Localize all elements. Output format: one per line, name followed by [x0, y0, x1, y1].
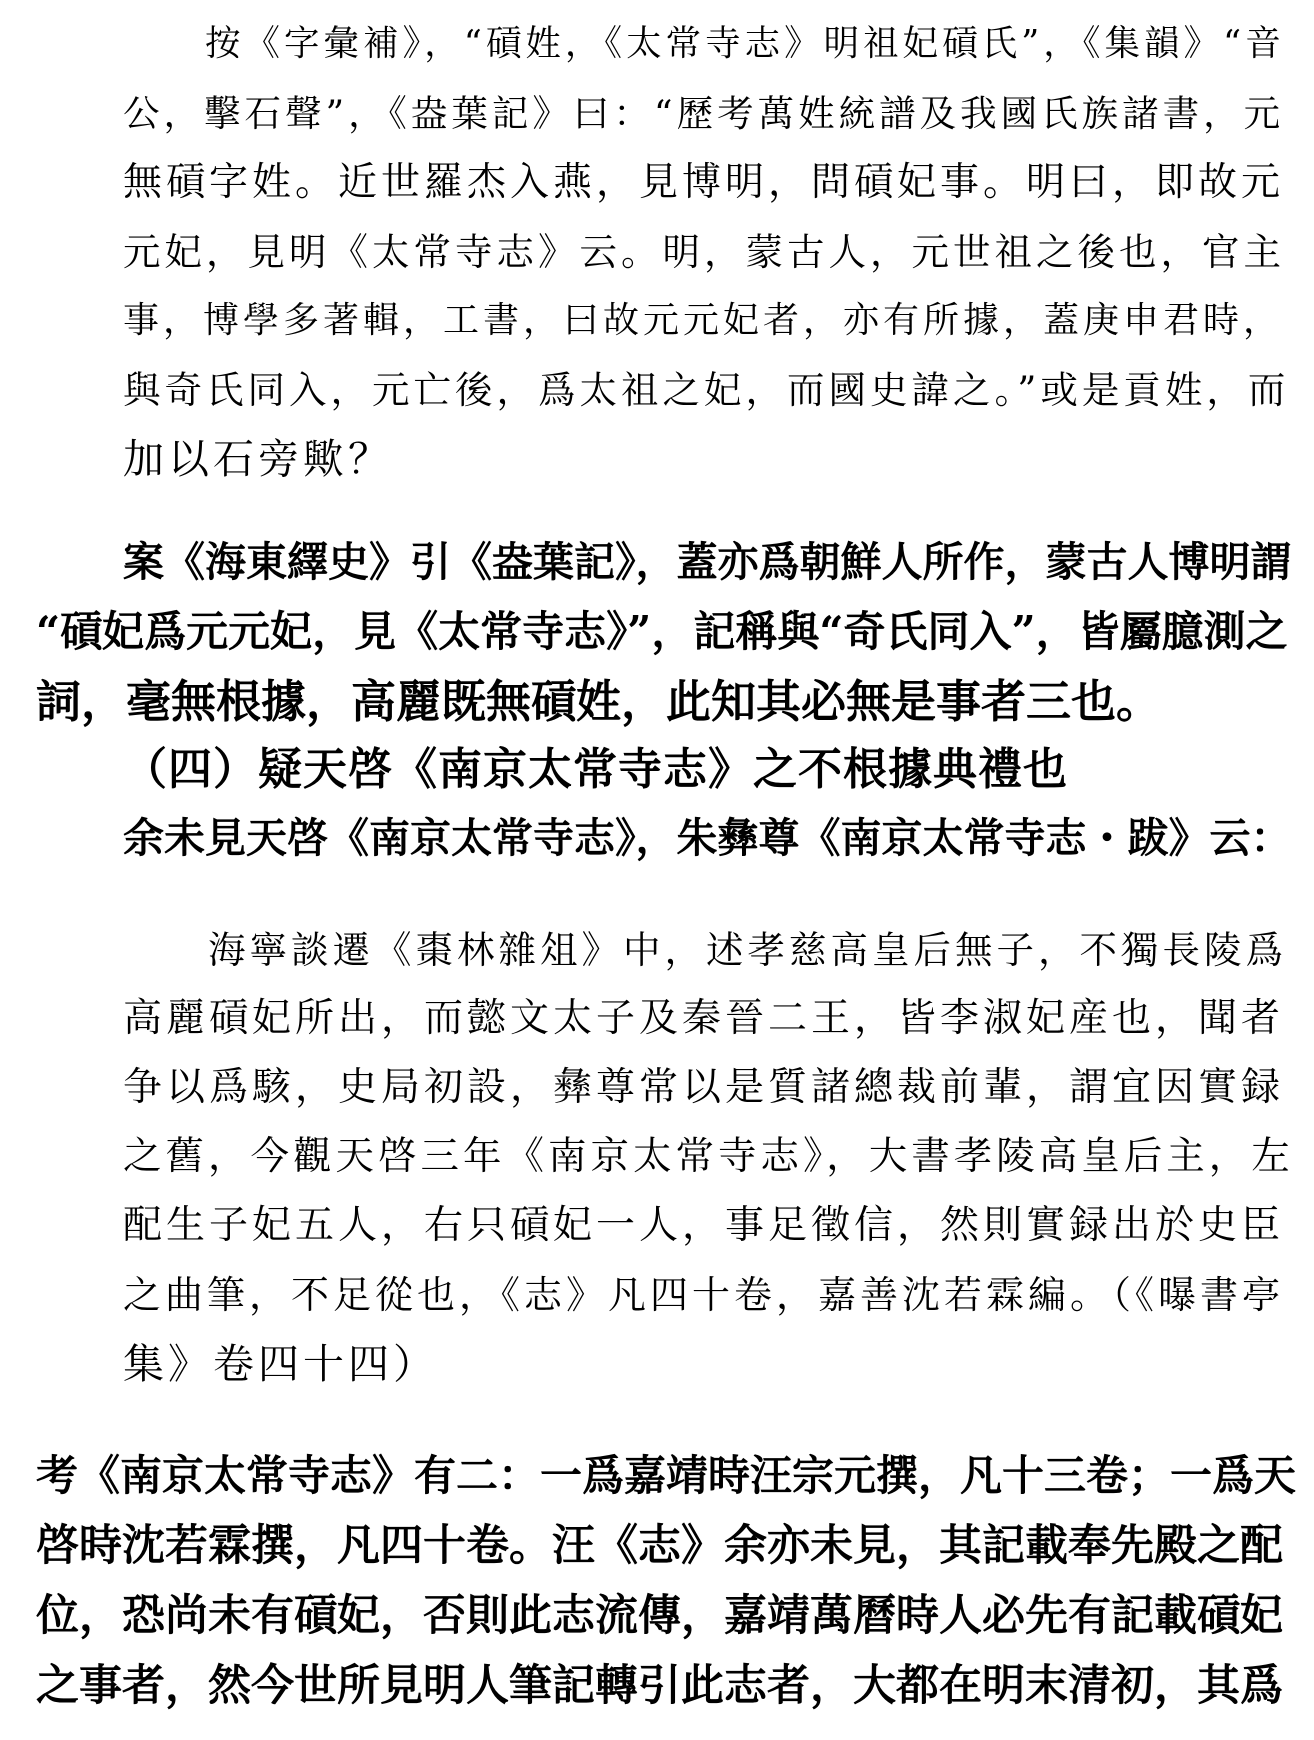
- body-line: 考《南京太常寺志》有二：一爲嘉靖時汪宗元撰，凡十三卷；一爲天: [36, 1451, 1296, 1500]
- body-line: 位，恐尚未有碽妃，否則此志流傳，嘉靖萬曆時人必先有記載碽妃: [36, 1591, 1283, 1641]
- quote-line: 集》卷四十四）: [123, 1340, 438, 1388]
- section-heading: （四）疑天啓《南京太常寺志》之不根據典禮也: [123, 744, 1068, 795]
- quote-line: 按《字彙補》，“碽姓，《太常寺志》明祖妃碽氏”，《集韻》“音: [205, 23, 1285, 64]
- quote-line: 高麗碽妃所出，而懿文太子及秦晉二王，皆李淑妃産也，聞者: [123, 996, 1285, 1041]
- quote-line: 争以爲駭，史局初設，彝尊常以是質諸總裁前輩，謂宜因實録: [123, 1065, 1285, 1110]
- body-line: “碽妃爲元元妃，見《太常寺志》”，記稱與“奇氏同入”，皆屬臆測之: [36, 607, 1288, 656]
- quote-line: 配生子妃五人，右只碽妃一人，事足徵信，然則實録出於史臣: [123, 1203, 1285, 1248]
- body-line: 詞，毫無根據，高麗既無碽姓，此知其必無是事者三也。: [36, 675, 1162, 728]
- quote-line: 公，擊石聲”，《盎葉記》曰：“歷考萬姓統譜及我國氏族諸書，元: [123, 92, 1285, 135]
- quote-line: 之曲筆，不足從也，《志》凡四十卷，嘉善沈若霖編。（《曝書亭: [123, 1273, 1285, 1317]
- quote-line: 事，博學多著輯，工書，曰故元元妃者，亦有所據，蓋庚申君時，: [123, 300, 1284, 341]
- quote-line: 海寧談遷《棗林雜俎》中，述孝慈高皇后無子，不獨長陵爲: [208, 928, 1287, 972]
- quote-line: 元妃，見明《太常寺志》云。明，蒙古人，元世祖之後也，官主: [123, 230, 1285, 274]
- intro-line: 余未見天啓《南京太常寺志》，朱彝尊《南京太常寺志・跋》云：: [123, 814, 1292, 862]
- body-line: 案《海東繹史》引《盎葉記》，蓋亦爲朝鮮人所作，蒙古人博明謂: [123, 538, 1292, 586]
- body-line: 之事者，然今世所見明人筆記轉引此志者，大都在明末清初，其爲: [36, 1661, 1283, 1711]
- quote-line: 加以石旁歟？: [123, 435, 393, 483]
- quote-line: 與奇氏同入，元亡後，爲太祖之妃，而國史諱之。”或是貢姓，而: [123, 368, 1290, 412]
- quote-line: 之舊，今觀天啓三年《南京太常寺志》，大書孝陵高皇后主，左: [123, 1134, 1294, 1179]
- body-line: 啓時沈若霖撰，凡四十卷。汪《志》余亦未見，其記載奉先殿之配: [36, 1521, 1283, 1571]
- quote-line: 無碽字姓。近世羅杰入燕，見博明，問碽妃事。明曰，即故元: [123, 160, 1285, 205]
